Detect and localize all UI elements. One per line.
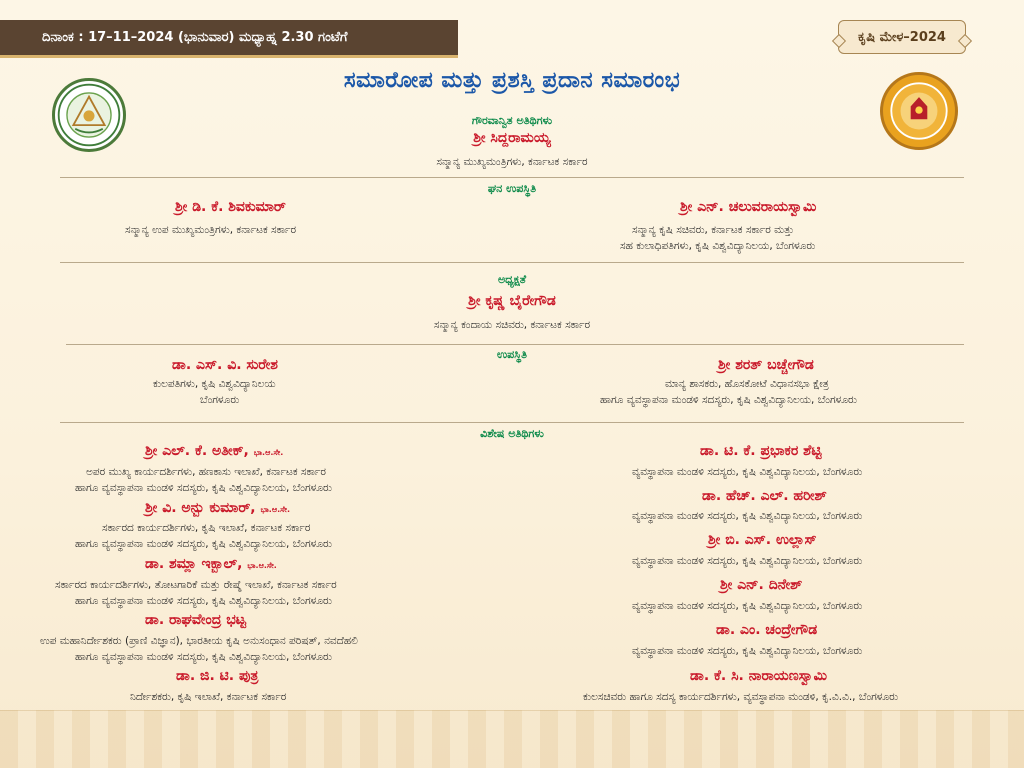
special-guest-desc-2: ಹಾಗೂ ವ್ಯವಸ್ಥಾಪನಾ ಮಂಡಳಿ ಸದಸ್ಯರು, ಕೃಷಿ ವಿಶ್ವವಿದ್ಯಾನಿಲಯ, ಬೆಂಗಳೂರು — [75, 651, 332, 663]
presence-right-desc-2: ಸಹ ಕುಲಾಧಿಪತಿಗಳು, ಕೃಷಿ ವಿಶ್ವವಿದ್ಯಾನಿಲಯ, ಬೆಂಗಳೂರು — [620, 240, 816, 252]
section-honored-guests: ಗೌರವಾನ್ವಿತ ಅತಿಥಿಗಳು — [471, 114, 553, 127]
special-guest-right-desc: ವ್ಯವಸ್ಥಾಪನಾ ಮಂಡಳಿ ಸದಸ್ಯರು, ಕೃಷಿ ವಿಶ್ವವಿದ್ಯಾನಿಲಯ, ಬೆಂಗಳೂರು — [632, 600, 863, 612]
special-guest-desc-1: ಸರ್ಕಾರದ ಕಾರ್ಯದರ್ಶಿಗಳು, ತೋಟಗಾರಿಕೆ ಮತ್ತು ರೇಷ್ಮೆ ಇಲಾಖೆ, ಕರ್ನಾಟಕ ಸರ್ಕಾರ — [55, 579, 337, 591]
guest-name: ಡಾ. ರಾಘವೇಂದ್ರ ಭಟ್ಟ — [145, 612, 246, 628]
guest-name: ಶ್ರೀ ಎಲ್. ಕೆ. ಅತೀಕ್, — [145, 443, 249, 459]
attendance-left-desc-1: ಕುಲಪತಿಗಳು, ಕೃಷಿ ವಿಶ್ವವಿದ್ಯಾನಿಲಯ — [153, 378, 276, 390]
special-guest-desc-2: ಹಾಗೂ ವ್ಯವಸ್ಥಾಪನಾ ಮಂಡಳಿ ಸದಸ್ಯರು, ಕೃಷಿ ವಿಶ್ವವಿದ್ಯಾನಿಲಯ, ಬೆಂಗಳೂರು — [75, 595, 332, 607]
special-guest-desc-1: ನಿರ್ದೇಶಕರು, ಕೃಷಿ ಇಲಾಖೆ, ಕರ್ನಾಟಕ ಸರ್ಕಾರ — [130, 691, 287, 703]
special-guest-desc-2: ಹಾಗೂ ವ್ಯವಸ್ಥಾಪನಾ ಮಂಡಳಿ ಸದಸ್ಯರು, ಕೃಷಿ ವಿಶ್ವವಿದ್ಯಾನಿಲಯ, ಬೆಂಗಳೂರು — [75, 482, 332, 494]
krishi-mela-badge: ಕೃಷಿ ಮೇಳ–2024 — [838, 20, 966, 54]
date-time-bar: ದಿನಾಂಕ : 17–11–2024 (ಭಾನುವಾರ) ಮಧ್ಯಾಹ್ನ 2.30 ಗಂಟೆಗೆ — [0, 20, 458, 58]
special-guest-name — [145, 612, 246, 628]
presence-right-name: ಶ್ರೀ ಎನ್. ಚಲುವರಾಯಸ್ವಾಮಿ — [680, 199, 817, 215]
attendance-left-name: ಡಾ. ಎಸ್. ವಿ. ಸುರೇಶ — [172, 357, 278, 373]
divider — [60, 177, 964, 178]
presidency-name: ಶ್ರೀ ಕೃಷ್ಣ ಬೈರೇಗೌಡ — [468, 293, 556, 309]
attendance-right-name: ಶ್ರೀ ಶರತ್ ಬಚ್ಚೇಗೌಡ — [718, 357, 814, 373]
honored-guest-name: ಶ್ರೀ ಸಿದ್ದರಾಮಯ್ಯ — [473, 130, 551, 146]
presence-left-desc: ಸನ್ಮಾನ್ಯ ಉಪ ಮುಖ್ಯಮಂತ್ರಿಗಳು, ಕರ್ನಾಟಕ ಸರ್ಕಾರ — [125, 224, 297, 236]
section-presidency: ಅಧ್ಯಕ್ಷತೆ — [497, 273, 527, 286]
special-guest-desc-1: ಉಪ ಮಹಾನಿರ್ದೇಶಕರು (ಪ್ರಾಣಿ ವಿಜ್ಞಾನ), ಭಾರತೀಯ ಕೃಷಿ ಅನುಸಂಧಾನ ಪರಿಷತ್, ನವದೆಹಲಿ — [40, 635, 358, 647]
special-guest-name — [176, 668, 258, 684]
page-title: ಸಮಾರೋಪ ಮತ್ತು ಪ್ರಶಸ್ತಿ ಪ್ರದಾನ ಸಮಾರಂಭ — [343, 68, 681, 93]
divider — [60, 262, 964, 263]
attendance-left-desc-2: ಬೆಂಗಳೂರು — [200, 394, 240, 406]
section-special-guests: ವಿಶೇಷ ಅತಿಥಿಗಳು — [480, 427, 544, 440]
presence-left-name: ಶ್ರೀ ಡಿ. ಕೆ. ಶಿವಕುಮಾರ್ — [175, 199, 286, 215]
special-guest-name — [145, 500, 290, 516]
special-guest-right-desc: ವ್ಯವಸ್ಥಾಪನಾ ಮಂಡಳಿ ಸದಸ್ಯರು, ಕೃಷಿ ವಿಶ್ವವಿದ್ಯಾನಿಲಯ, ಬೆಂಗಳೂರು — [632, 555, 863, 567]
divider — [60, 422, 964, 423]
special-guest-right-desc: ವ್ಯವಸ್ಥಾಪನಾ ಮಂಡಳಿ ಸದಸ್ಯರು, ಕೃಷಿ ವಿಶ್ವವಿದ್ಯಾನಿಲಯ, ಬೆಂಗಳೂರು — [632, 645, 863, 657]
special-guest-right-desc: ವ್ಯವಸ್ಥಾಪನಾ ಮಂಡಳಿ ಸದಸ್ಯರು, ಕೃಷಿ ವಿಶ್ವವಿದ್ಯಾನಿಲಯ, ಬೆಂಗಳೂರು — [632, 466, 863, 478]
special-guest-right-name: ಶ್ರೀ ಬಿ. ಎಸ್. ಉಲ್ಲಾಸ್ — [708, 532, 817, 548]
special-guest-desc-1: ಅಪರ ಮುಖ್ಯ ಕಾರ್ಯದರ್ಶಿಗಳು, ಹಣಕಾಸು ಇಲಾಖೆ, ಕರ್ನಾಟಕ ಸರ್ಕಾರ — [86, 466, 326, 478]
special-guest-right-desc: ವ್ಯವಸ್ಥಾಪನಾ ಮಂಡಳಿ ಸದಸ್ಯರು, ಕೃಷಿ ವಿಶ್ವವಿದ್ಯಾನಿಲಯ, ಬೆಂಗಳೂರು — [632, 510, 863, 522]
special-guest-name — [145, 556, 277, 572]
service-suffix: ಭಾ.ಆ.ಸೇ. — [253, 448, 284, 457]
attendance-right-desc-1: ಮಾನ್ಯ ಶಾಸಕರು, ಹೊಸಕೋಟೆ ವಿಧಾನಸಭಾ ಕ್ಷೇತ್ರ — [665, 378, 829, 390]
section-attendance: ಉಪಸ್ಥಿತಿ — [496, 348, 528, 361]
special-guest-right-name: ಡಾ. ಹೆಚ್. ಎಲ್. ಹರೀಶ್ — [702, 488, 827, 504]
special-guest-desc-2: ಹಾಗೂ ವ್ಯವಸ್ಥಾಪನಾ ಮಂಡಳಿ ಸದಸ್ಯರು, ಕೃಷಿ ವಿಶ್ವವಿದ್ಯಾನಿಲಯ, ಬೆಂಗಳೂರು — [75, 538, 332, 550]
divider — [66, 344, 964, 345]
special-guest-name — [145, 443, 283, 459]
special-guest-desc-1: ಸರ್ಕಾರದ ಕಾರ್ಯದರ್ಶಿಗಳು, ಕೃಷಿ ಇಲಾಖೆ, ಕರ್ನಾಟಕ ಸರ್ಕಾರ — [102, 522, 311, 534]
special-guest-right-name: ಶ್ರೀ ಎನ್. ದಿನೇಶ್ — [720, 577, 803, 593]
service-suffix: ಭಾ.ಆ.ಸೇ. — [247, 561, 277, 570]
decorative-footer-border — [0, 710, 1024, 768]
special-guest-right-desc: ಕುಲಸಚಿವರು ಹಾಗೂ ಸದಸ್ಯ ಕಾರ್ಯದರ್ಶಿಗಳು, ವ್ಯವಸ್ಥಾಪನಾ ಮಂಡಳಿ, ಕೃ.ವಿ.ವಿ., ಬೆಂಗಳೂರು — [583, 691, 899, 703]
honored-guest-desc: ಸನ್ಮಾನ್ಯ ಮುಖ್ಯಮಂತ್ರಿಗಳು, ಕರ್ನಾಟಕ ಸರ್ಕಾರ — [436, 156, 588, 168]
guest-name: ಶ್ರೀ ವಿ. ಅನ್ಬು ಕುಮಾರ್, — [145, 500, 256, 516]
guest-name: ಡಾ. ಜಿ. ಟಿ. ಪುತ್ರ — [176, 668, 259, 684]
attendance-right-desc-2: ಹಾಗೂ ವ್ಯವಸ್ಥಾಪನಾ ಮಂಡಳಿ ಸದಸ್ಯರು, ಕೃಷಿ ವಿಶ್ವವಿದ್ಯಾನಿಲಯ, ಬೆಂಗಳೂರು — [600, 394, 857, 406]
special-guest-right-name: ಡಾ. ಎಂ. ಚಂದ್ರೇಗೌಡ — [716, 622, 818, 638]
special-guest-right-name: ಡಾ. ಟಿ. ಕೆ. ಪ್ರಭಾಕರ ಶೆಟ್ಟಿ — [700, 443, 822, 459]
service-suffix: ಭಾ.ಆ.ಸೇ. — [260, 505, 291, 514]
guest-name: ಡಾ. ಶಮ್ಲಾ ಇಕ್ಬಾಲ್, — [145, 556, 243, 572]
presence-right-desc-1: ಸನ್ಮಾನ್ಯ ಕೃಷಿ ಸಚಿವರು, ಕರ್ನಾಟಕ ಸರ್ಕಾರ ಮತ್ತು — [632, 224, 794, 236]
presidency-desc: ಸನ್ಮಾನ್ಯ ಕಂದಾಯ ಸಚಿವರು, ಕರ್ನಾಟಕ ಸರ್ಕಾರ — [433, 319, 591, 331]
special-guest-right-name: ಡಾ. ಕೆ. ಸಿ. ನಾರಾಯಣಸ್ವಾಮಿ — [690, 668, 827, 684]
section-presence: ಘನ ಉಪಸ್ಥಿತಿ — [487, 182, 537, 195]
